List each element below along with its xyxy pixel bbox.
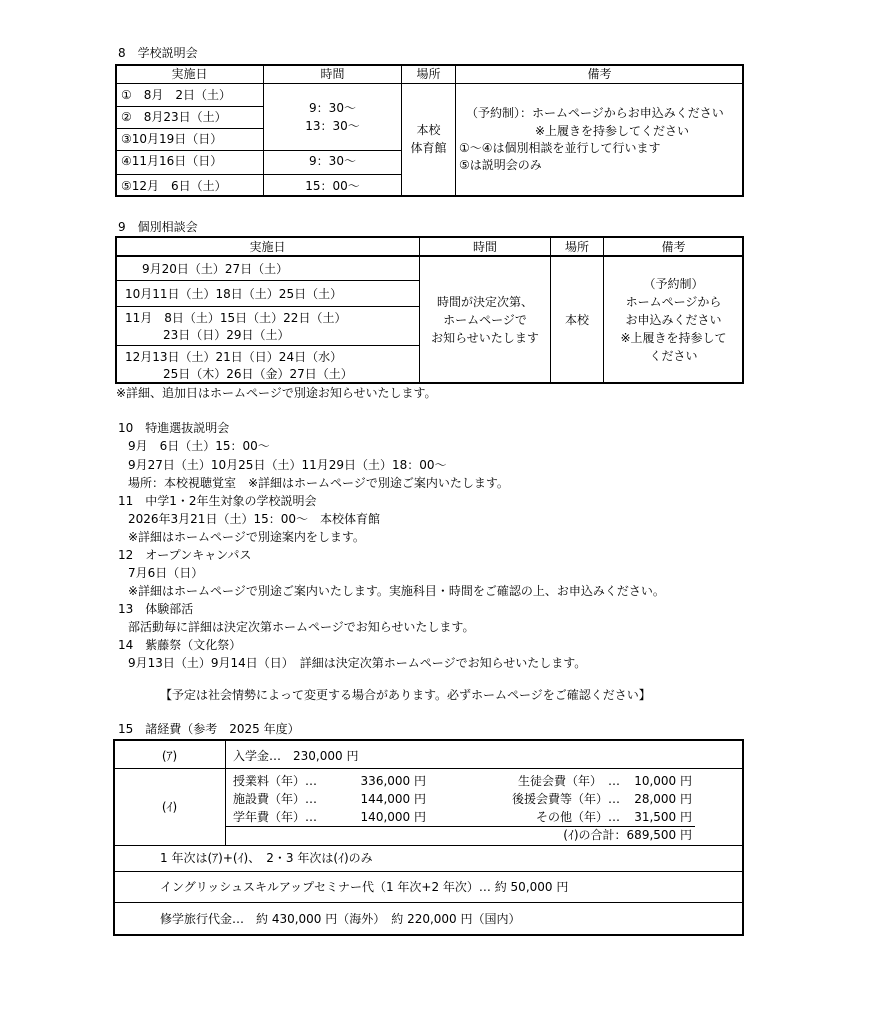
fee-name: 生徒会費（年） … <box>517 774 620 788</box>
date-cell: 10月11日（土）18日（土）25日（土） <box>125 287 343 301</box>
header-place: 場所 <box>416 67 441 81</box>
fee-amount: 336,000 円 <box>360 774 426 788</box>
note-line: ⑤は説明会のみ <box>459 158 542 172</box>
date-cell: ③10月19日（日） <box>121 132 223 146</box>
time-cell: お知らせいたします <box>431 331 539 345</box>
date-cell: 25日（木）26日（金）27日（土） <box>163 367 353 381</box>
header-place: 場所 <box>564 240 589 254</box>
place-cell: 体育館 <box>410 141 447 155</box>
note-line: ※上履きを持参して <box>620 331 727 345</box>
note-line: ホームページから <box>625 295 722 309</box>
date-cell: 12月13日（土）21日（日）24日（水） <box>125 350 343 364</box>
date-cell: ④11月16日（日） <box>121 154 223 168</box>
header-date: 実施日 <box>171 67 208 81</box>
place-cell: 本校 <box>564 313 589 327</box>
date-cell: 23日（日）29日（土） <box>163 328 290 342</box>
time-cell: 9：30～ <box>309 154 356 168</box>
fee-amount: 140,000 円 <box>360 810 426 824</box>
schedule-change-notice: 【予定は社会情勢によって変更する場合があります。必ずホームページをご確認ください】 <box>160 688 651 702</box>
note-line: （予約制） <box>643 277 704 291</box>
fee-total: (ｲ)の合計：689,500 円 <box>563 828 692 842</box>
section-9-footnote: ※詳細、追加日はホームページで別途お知らせいたします。 <box>116 386 437 400</box>
time-cell: 13：30～ <box>305 119 360 133</box>
header-notes: 備考 <box>587 67 612 81</box>
fee-label-a: (ｱ) <box>161 749 178 763</box>
fee-name: 施設費（年）… <box>233 792 318 806</box>
date-cell: ⑤12月 6日（土） <box>121 179 227 193</box>
fee-note-year: 1 年次は(ｱ)+(ｲ)、 2・3 年次は(ｲ)のみ <box>160 851 373 865</box>
fee-amount: 10,000 円 <box>634 774 692 788</box>
time-cell: ホームページで <box>443 313 527 327</box>
section-10-line: 9月27日（土）10月25日（土）11月29日（土）18：00～ <box>128 458 447 472</box>
fee-name: 後援会費等（年）… <box>511 792 620 806</box>
section-13-title: 13 体験部活 <box>118 602 194 616</box>
note-line: お申込みください <box>625 313 722 327</box>
section-12-title: 12 オープンキャンパス <box>118 548 252 562</box>
time-cell: 15：00～ <box>305 179 360 193</box>
date-cell: ② 8月23日（土） <box>121 110 227 124</box>
header-time: 時間 <box>472 240 497 254</box>
enrollment-fee: 入学金… 230,000 円 <box>233 749 359 763</box>
time-cell: 9：30～ <box>309 101 356 115</box>
section-11-line: ※詳細はホームページで別途案内をします。 <box>128 530 365 544</box>
section-14-title: 14 紫藤祭（文化祭） <box>118 638 242 652</box>
fee-amount: 31,500 円 <box>634 810 692 824</box>
fee-label-i: (ｲ) <box>161 800 178 814</box>
date-cell: ① 8月 2日（土） <box>121 88 232 102</box>
time-cell: 時間が決定次第、 <box>436 295 533 309</box>
section-14-line: 9月13日（土）9月14日（日） 詳細は決定次第ホームページでお知らせいたします。 <box>128 656 587 670</box>
note-line: ※上履きを持参してください <box>535 124 690 138</box>
section-12-line: ※詳細はホームページで別途ご案内いたします。実施科目・時間をご確認の上、お申込みください。 <box>128 584 665 598</box>
note-line: ①～④は個別相談を並行して行います <box>459 141 661 155</box>
section-9-title: 9 個別相談会 <box>118 220 198 234</box>
header-time: 時間 <box>320 67 345 81</box>
fee-name: 学年費（年）… <box>233 810 318 824</box>
fee-name: 授業料（年）… <box>233 774 318 788</box>
school-trip-fee: 修学旅行代金… 約 430,000 円（海外） 約 220,000 円（国内） <box>160 912 521 926</box>
section-15-title: 15 諸経費（参考 2025 年度） <box>118 722 300 736</box>
fee-amount: 28,000 円 <box>634 792 692 806</box>
section-13-line: 部活動毎に詳細は決定次第ホームページでお知らせいたします。 <box>128 620 475 634</box>
section-10-title: 10 特進選抜説明会 <box>118 421 230 435</box>
header-date: 実施日 <box>249 240 286 254</box>
fee-amount: 144,000 円 <box>360 792 426 806</box>
section-11-line: 2026年3月21日（土）15：00～ 本校体育館 <box>128 512 380 526</box>
fee-name: その他（年）… <box>535 810 620 824</box>
place-cell: 本校 <box>416 123 441 137</box>
section-8-title: 8 学校説明会 <box>118 46 198 60</box>
section-10-line: 9月 6日（土）15：00～ <box>128 439 270 453</box>
english-seminar-fee: イングリッシュスキルアップセミナー代（1 年次+2 年次）… 約 50,000 円 <box>160 880 569 894</box>
section-10-line: 場所：本校視聴覚室 ※詳細はホームページで別途ご案内いたします。 <box>128 476 509 490</box>
date-cell: 11月 8日（土）15日（土）22日（土） <box>125 311 347 325</box>
section-12-line: 7月6日（日） <box>128 566 204 580</box>
note-line: （予約制）：ホームページからお申込みください <box>466 106 724 120</box>
date-cell: 9月20日（土）27日（土） <box>142 262 289 276</box>
header-notes: 備考 <box>661 240 686 254</box>
section-11-title: 11 中学1・2年生対象の学校説明会 <box>118 494 317 508</box>
note-line: ください <box>649 349 698 363</box>
